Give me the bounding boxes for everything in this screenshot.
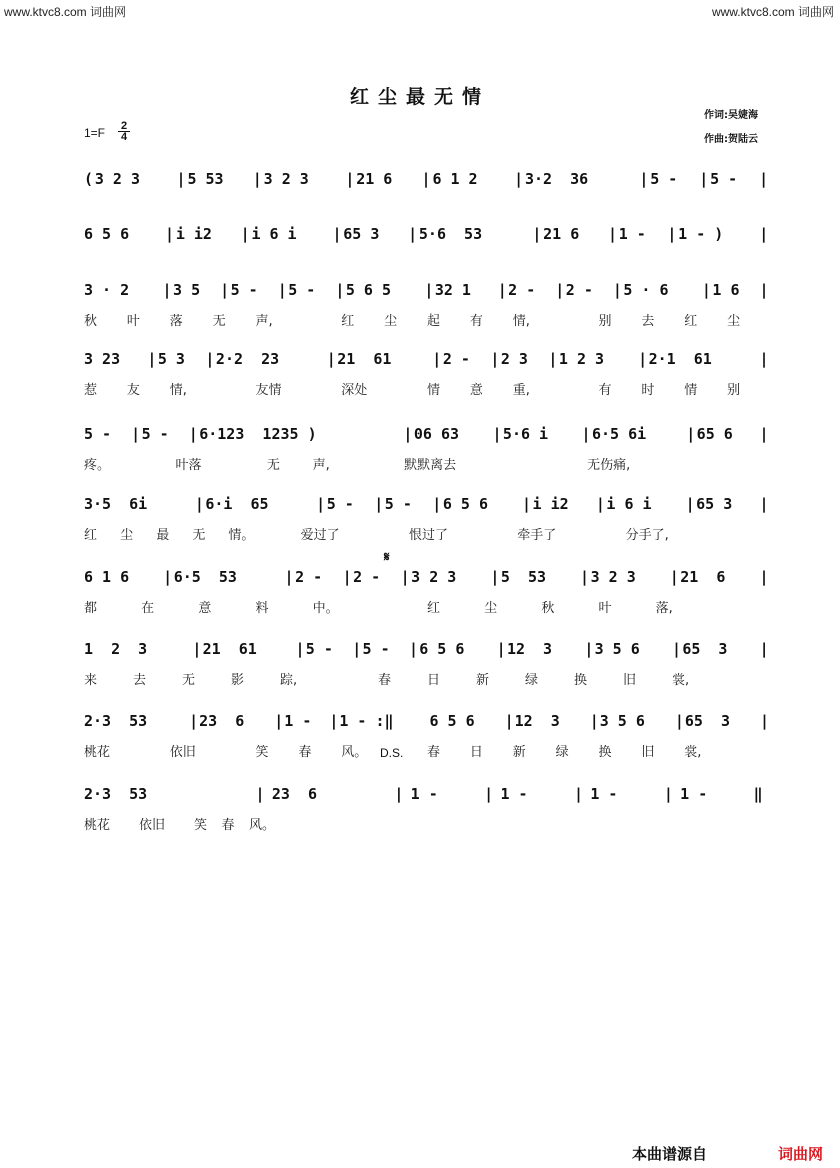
note-group: i 6 i xyxy=(251,225,297,243)
lyric-word: 无 xyxy=(182,673,196,688)
lyric-word: 别 xyxy=(598,314,612,329)
note-group: 6 5 6 xyxy=(419,640,465,658)
note-group: 2·2 23 xyxy=(215,350,280,368)
bar-line: | xyxy=(669,568,679,586)
bar-line: | xyxy=(759,281,769,299)
note-group: 3 23 xyxy=(84,350,121,368)
composer-credit: 作曲:贺陆云 xyxy=(704,134,758,145)
lyric-word: 情 xyxy=(427,383,441,398)
bar-line: | xyxy=(342,568,352,586)
bar-line: | xyxy=(352,640,362,658)
note-group: 5 - xyxy=(230,281,258,299)
note-group: 06 63 xyxy=(413,425,460,443)
note-group: 32 1 xyxy=(434,281,471,299)
lyric-word: 情, xyxy=(512,314,530,329)
lyric-word: 情。 xyxy=(228,528,255,543)
bar-line: | xyxy=(663,785,673,803)
note-group: 2·3 53 xyxy=(84,785,148,803)
lyric-word: 尘 xyxy=(120,528,134,543)
lyric-word: 依旧 xyxy=(169,745,196,760)
bar-line: | xyxy=(205,350,215,368)
note-group: 2 3 xyxy=(500,350,528,368)
lyric-word: 春 xyxy=(378,673,392,688)
note-group: 1 6 xyxy=(712,281,740,299)
bar-line: | xyxy=(759,568,769,586)
lyric-word: 旧 xyxy=(641,745,655,760)
bar-line: | xyxy=(612,281,622,299)
note-group: 6·5 6i xyxy=(591,425,647,443)
lyric-word: 叶 xyxy=(598,601,612,616)
note-group: 6 5 6 xyxy=(442,495,488,513)
lyric-word: 牵手了 xyxy=(517,528,557,543)
bar-line: | xyxy=(759,170,769,188)
bar-line: | xyxy=(332,225,342,243)
lyric-word: 都 xyxy=(84,601,98,616)
notation-row-6 xyxy=(0,495,840,519)
note-group: 21 6 xyxy=(543,225,580,243)
note-group: 1 - :‖ xyxy=(339,712,394,730)
watermark-right: www.ktvc8.com 词曲网 xyxy=(711,5,834,19)
bar-line: | xyxy=(674,712,684,730)
note-group: 6·i 65 xyxy=(205,495,269,513)
bar-line: | xyxy=(759,495,769,513)
lyric-word: 新 xyxy=(476,673,490,688)
note-group: 23 6 xyxy=(199,712,245,730)
bar-line: | xyxy=(492,425,502,443)
lyric-word: 红 xyxy=(684,314,698,329)
notation-row-8 xyxy=(0,640,840,664)
bar-line: | xyxy=(165,225,175,243)
lyric-word: 落, xyxy=(655,601,673,616)
note-group: 21 61 xyxy=(202,640,257,658)
note-group: 3 2 3 xyxy=(94,170,141,188)
bar-line: | xyxy=(759,350,769,368)
lyric-word: 友情 xyxy=(255,383,282,398)
lyric-word: 绿 xyxy=(555,745,569,760)
note-group: 65 3 xyxy=(343,225,380,243)
lyric-word: 时 xyxy=(641,383,655,398)
lyric-word: 尘 xyxy=(384,314,398,329)
note-group: i 6 i xyxy=(606,495,652,513)
lyric-word: 意 xyxy=(198,601,212,616)
bar-line: | xyxy=(701,281,711,299)
lyric-word: 尘 xyxy=(727,314,741,329)
note-group: 6·5 53 xyxy=(173,568,237,586)
lyric-word: 去 xyxy=(133,673,147,688)
lyric-word: 友 xyxy=(126,383,140,398)
bar-line: | xyxy=(192,640,202,658)
lyric-word: 红 xyxy=(341,314,355,329)
lyric-word: 无伤痛, xyxy=(587,458,631,473)
lyric-word: 风。 xyxy=(249,818,276,833)
note-group: 23 6 xyxy=(271,785,317,803)
lyric-word: 无 xyxy=(266,458,280,473)
note-group: i i2 xyxy=(175,225,212,243)
notation-row-10 xyxy=(0,785,840,809)
lyric-word: 在 xyxy=(141,601,155,616)
lyric-row-4 xyxy=(0,379,840,401)
lyric-word: 秋 xyxy=(541,601,555,616)
lyric-word: 无 xyxy=(192,528,206,543)
bar-line: | xyxy=(284,568,294,586)
lyric-word: 恨过了 xyxy=(408,528,448,543)
note-group: 6 5 6 xyxy=(84,225,130,243)
bar-line: | xyxy=(335,281,345,299)
note-group: 2 - xyxy=(565,281,593,299)
bar-line: | xyxy=(532,225,542,243)
lyric-word: 落 xyxy=(169,314,183,329)
bar-line: | xyxy=(374,495,384,513)
note-group: 3·5 6i xyxy=(84,495,148,513)
note-group: 2·3 53 xyxy=(84,712,148,730)
bar-line: | xyxy=(555,281,565,299)
lyric-word: 裳, xyxy=(684,745,702,760)
note-group: 5·6 i xyxy=(502,425,549,443)
note-group: 5 - xyxy=(362,640,390,658)
note-group: 5 - xyxy=(650,170,678,188)
bar-line: | xyxy=(329,712,339,730)
bar-line: | xyxy=(497,281,507,299)
segno-mark: 𝄋 xyxy=(384,550,390,565)
note-group: 65 3 xyxy=(696,495,733,513)
note-group: 1 - xyxy=(618,225,646,243)
lyric-word: 有 xyxy=(598,383,612,398)
bar-line: | xyxy=(595,495,605,513)
lyric-word: 声, xyxy=(255,314,273,329)
lyric-word: 红 xyxy=(427,601,441,616)
note-group: 65 3 xyxy=(684,712,731,730)
note-group: 1 - xyxy=(410,785,438,803)
note-group: 1 - xyxy=(590,785,618,803)
note-group: 1 2 3 xyxy=(84,640,148,658)
note-group: 5·6 53 xyxy=(418,225,483,243)
note-group: 3 5 6 xyxy=(599,712,645,730)
bar-line: | xyxy=(424,281,434,299)
bar-line: | xyxy=(421,170,431,188)
note-group: 5 - xyxy=(141,425,169,443)
note-group: 12 3 xyxy=(506,640,553,658)
lyric-word: 旧 xyxy=(623,673,637,688)
lyric-word: 换 xyxy=(598,745,612,760)
bar-line: | xyxy=(295,640,305,658)
bar-line: | xyxy=(759,640,769,658)
note-group: 2 - xyxy=(508,281,536,299)
lyric-word: 默默离去 xyxy=(404,458,457,473)
note-group: ( xyxy=(84,170,94,188)
lyric-word: 桃花 xyxy=(84,818,111,833)
note-group: 5 - xyxy=(326,495,354,513)
lyric-row-10 xyxy=(0,814,840,836)
bar-line: | xyxy=(345,170,355,188)
bar-line: ‖ xyxy=(753,785,763,803)
lyric-word: 日 xyxy=(427,673,441,688)
note-group: 5 - xyxy=(305,640,333,658)
ds-mark: D.S. xyxy=(380,746,404,760)
lyric-word: 深处 xyxy=(341,383,368,398)
lyricist-credit: 作词:吴婕海 xyxy=(704,110,758,121)
note-group: 2 - xyxy=(442,350,470,368)
lyric-word: 疼。 xyxy=(84,458,111,473)
note-group: 5 - xyxy=(84,425,112,443)
lyric-word: 情 xyxy=(684,383,698,398)
notation-row-7 xyxy=(0,568,840,592)
lyric-word: 来 xyxy=(84,673,98,688)
bar-line: | xyxy=(403,425,413,443)
lyric-word: 情, xyxy=(169,383,187,398)
bar-line: | xyxy=(581,425,591,443)
note-group: 5 53 xyxy=(187,170,224,188)
footer-logo[interactable]: 词曲网 xyxy=(778,1145,824,1163)
time-signature xyxy=(118,121,130,142)
lyric-word: 桃花 xyxy=(84,745,111,760)
notation-row-5 xyxy=(0,425,840,449)
note-group: 2·1 61 xyxy=(648,350,712,368)
note-group: 12 3 xyxy=(514,712,560,730)
bar-line: | xyxy=(240,225,250,243)
note-group: 1 - xyxy=(500,785,528,803)
lyric-word: 有 xyxy=(469,314,483,329)
bar-line: | xyxy=(274,712,284,730)
note-group: 3 5 xyxy=(173,281,201,299)
lyric-word: 叶落 xyxy=(175,458,202,473)
lyric-word: 料 xyxy=(255,601,269,616)
bar-line: | xyxy=(490,568,500,586)
note-group: 5 53 xyxy=(500,568,547,586)
lyric-word: 新 xyxy=(512,745,526,760)
lyric-word: 红 xyxy=(84,528,98,543)
lyric-word: 中。 xyxy=(312,601,339,616)
bar-line: | xyxy=(316,495,326,513)
lyric-word: 重, xyxy=(512,383,530,398)
bar-line: | xyxy=(496,640,506,658)
lyric-word: 依旧 xyxy=(139,818,166,833)
footer-source-text: 本曲谱源自 xyxy=(632,1145,708,1163)
note-group: 21 6 xyxy=(356,170,393,188)
note-group: 3 2 3 xyxy=(263,170,309,188)
lyric-word: 意 xyxy=(469,383,483,398)
bar-line: | xyxy=(521,495,532,513)
bar-line: | xyxy=(408,225,418,243)
lyric-word: 踪, xyxy=(280,673,298,688)
bar-line: | xyxy=(194,495,204,513)
bar-line: | xyxy=(162,281,172,299)
note-group: 65 6 xyxy=(696,425,733,443)
bar-line: | xyxy=(188,425,198,443)
note-group: 6 5 6 xyxy=(429,712,475,730)
lyric-word: 惹 xyxy=(84,383,98,398)
lyric-word: 起 xyxy=(427,314,441,329)
lyric-row-9 xyxy=(0,741,840,763)
watermark-left: www.ktvc8.com 词曲网 xyxy=(4,5,127,19)
note-group: 2 - xyxy=(295,568,323,586)
bar-line: | xyxy=(584,640,594,658)
note-group: 1 - xyxy=(284,712,312,730)
note-group: 65 3 xyxy=(682,640,728,658)
bar-line: | xyxy=(759,712,770,730)
lyric-row-8 xyxy=(0,669,840,691)
lyric-row-3 xyxy=(0,310,840,332)
note-group: 3 2 3 xyxy=(590,568,636,586)
bar-line: | xyxy=(514,170,524,188)
note-group: 3 2 3 xyxy=(411,568,457,586)
song-title: 红尘最无情 xyxy=(349,86,490,108)
bar-line: | xyxy=(589,712,599,730)
bar-line: | xyxy=(147,350,157,368)
note-group: 21 61 xyxy=(337,350,392,368)
notation-row-3 xyxy=(0,281,840,305)
bar-line: | xyxy=(432,350,442,368)
note-group: 1 - xyxy=(680,785,708,803)
lyric-word: 影 xyxy=(231,673,245,688)
note-group: 5 - xyxy=(710,170,738,188)
lyric-word: 笑 xyxy=(255,745,269,760)
bar-line: | xyxy=(574,785,584,803)
key-signature: 1=F xyxy=(84,126,106,140)
bar-line: | xyxy=(189,712,199,730)
bar-line: | xyxy=(639,170,649,188)
notation-row-1 xyxy=(0,170,840,194)
note-group: 6 1 2 xyxy=(432,170,478,188)
bar-line: | xyxy=(408,640,418,658)
bar-line: | xyxy=(252,170,262,188)
bar-line: | xyxy=(686,425,696,443)
bar-line: | xyxy=(255,785,265,803)
note-group: 3 · 2 xyxy=(84,281,130,299)
lyric-word: 最 xyxy=(156,528,170,543)
lyric-word: 秋 xyxy=(84,314,98,329)
bar-line: | xyxy=(607,225,617,243)
time-signature-top: 2 xyxy=(118,121,130,132)
note-group: 1 - ) xyxy=(678,225,724,243)
bar-line: | xyxy=(759,425,769,443)
lyric-row-7 xyxy=(0,597,840,619)
lyric-word: 春 xyxy=(298,745,312,760)
note-group: 21 6 xyxy=(680,568,726,586)
note-group: 2 - xyxy=(353,568,381,586)
note-group: 3 5 6 xyxy=(594,640,640,658)
lyric-word: 爱过了 xyxy=(300,528,340,543)
time-signature-bottom: 4 xyxy=(120,131,128,143)
lyric-row-6 xyxy=(0,524,840,546)
bar-line: | xyxy=(277,281,287,299)
notation-row-9 xyxy=(0,712,840,736)
bar-line: | xyxy=(685,495,695,513)
bar-line: | xyxy=(672,640,682,658)
bar-line: | xyxy=(163,568,173,586)
note-group: 5 6 5 xyxy=(345,281,391,299)
note-group: 6·123 1235 ) xyxy=(199,425,317,443)
bar-line: | xyxy=(580,568,590,586)
bar-line: | xyxy=(504,712,514,730)
lyric-word: 分手了, xyxy=(625,528,669,543)
note-group: 5 3 xyxy=(157,350,185,368)
lyric-row-5 xyxy=(0,454,840,476)
bar-line: | xyxy=(220,281,230,299)
lyric-word: 别 xyxy=(727,383,741,398)
notation-row-2 xyxy=(0,225,840,249)
lyric-word: 换 xyxy=(574,673,588,688)
lyric-word: 无 xyxy=(212,314,226,329)
note-group: 5 · 6 xyxy=(623,281,669,299)
note-group: 5 - xyxy=(288,281,316,299)
bar-line: | xyxy=(548,350,558,368)
note-group: 5 - xyxy=(384,495,412,513)
note-group: 6 1 6 xyxy=(84,568,130,586)
lyric-word: 绿 xyxy=(525,673,539,688)
bar-line: | xyxy=(394,785,404,803)
lyric-word: 尘 xyxy=(484,601,498,616)
bar-line: | xyxy=(176,170,186,188)
lyric-word: 春 xyxy=(427,745,441,760)
lyric-word: 日 xyxy=(469,745,483,760)
note-group: i i2 xyxy=(532,495,569,513)
bar-line: | xyxy=(484,785,494,803)
lyric-word: 裳, xyxy=(672,673,690,688)
lyric-word: 去 xyxy=(641,314,655,329)
note-group: 1 2 3 xyxy=(558,350,605,368)
bar-line: | xyxy=(699,170,709,188)
lyric-word: 笑 xyxy=(194,818,208,833)
lyric-word: 叶 xyxy=(126,314,140,329)
lyric-word: 声, xyxy=(312,458,330,473)
notation-row-4 xyxy=(0,350,840,374)
bar-line: | xyxy=(432,495,442,513)
bar-line: | xyxy=(400,568,410,586)
bar-line: | xyxy=(759,225,769,243)
bar-line: | xyxy=(667,225,677,243)
bar-line: | xyxy=(638,350,648,368)
bar-line: | xyxy=(326,350,336,368)
lyric-word: 春 xyxy=(221,818,235,833)
lyric-word: 风。 xyxy=(341,745,368,760)
bar-line: | xyxy=(131,425,141,443)
bar-line: | xyxy=(490,350,500,368)
note-group: 3·2 36 xyxy=(525,170,589,188)
